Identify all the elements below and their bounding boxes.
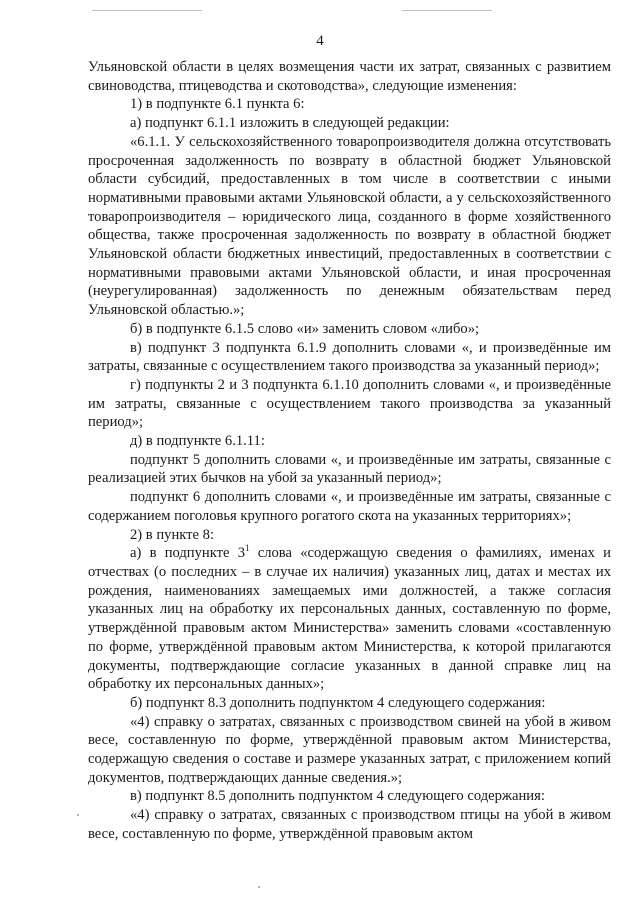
- paragraph: а) подпункт 6.1.1 изложить в следующей редакции:: [130, 115, 450, 132]
- paragraph-lead: а) в подпункте 3: [130, 545, 246, 562]
- scan-artifact-dot: [77, 814, 79, 816]
- paragraph: подпункт 5 дополнить словами «, и произведённые им затраты, связанные с реализацией этих бычков на убой за указанный период»;: [88, 451, 611, 487]
- scan-artifact-top-left: [92, 10, 202, 11]
- paragraph: «4) справку о затратах, связанных с производством птицы на убой в живом весе, составленную по форме, утверждённой правовым актом: [88, 807, 611, 842]
- paragraph: б) подпункт 8.3 дополнить подпунктом 4 следующего содержания:: [130, 694, 546, 711]
- paragraph: «6.1.1. У сельскохозяйственного товаропроизводителя должна отсутствовать просроченная задолженность по возврату в областной бюджет Ульяновской области субсидий, предоставленных в том числе в соответствии с иными нормативными правовыми актами Ульяновской области, а у сельскохозяйственного товаропроизводителя – юридического лица, созданного в форме хозяйственного общества, также просроченная задолженность по возврату в областной бюджет Ульяновской области бюджетных инвестиций, предоставленных в соответствии с нормативными правовыми актами Ульяновской области, и иная просроченная (неурегулированная) задолженность по денежным обязательствам перед Ульяновской областью.»;: [88, 133, 611, 319]
- document-body: [88, 58, 611, 844]
- paragraph: «4) справку о затратах, связанных с производством свиней на убой в живом весе, составленную по форме, утверждённой правовым актом Министерства, содержащую сведения о составе и размере указанных затрат, с приложением копий документов, подтверждающих данные сведения.»;: [88, 713, 611, 786]
- paragraph: д) в подпункте 6.1.11:: [130, 433, 265, 450]
- paragraph: подпункт 6 дополнить словами «, и произведённые им затраты, связанные с содержанием поголовья крупного рогатого скота на указанных территориях»;: [88, 489, 611, 524]
- page-number: 4: [316, 33, 324, 49]
- paragraph: 1) в подпункте 6.1 пункта 6:: [130, 96, 305, 113]
- paragraph: г) подпункты 2 и 3 подпункта 6.1.10 дополнить словами «, и произведённые им затраты, связанные с осуществлением такого производства за указанный период»;: [88, 376, 611, 431]
- paragraph: 2) в пункте 8:: [130, 526, 215, 543]
- paragraph-rest: слова «содержащую сведения о фамилиях, именах и отчествах (о последних – в случае их наличия) указанных лиц, датах и местах их рождения, наименованиях замещаемых ими должностей, а также согласия указанных лиц на обработку их персональных данных, составленную по форме, утверждённой правовым актом Министерства» заменить словами «составленную по форме, утверждённой правовым актом Министерства, к которой прилагаются документы, подтверждающие согласие указанных в данной справке лиц на обработку их персональных данных»;: [88, 545, 611, 693]
- scan-artifact-dot: [258, 886, 260, 888]
- paragraph: Ульяновской области в целях возмещения части их затрат, связанных с развитием свиноводства, птицеводства и скотоводства», следующие изменения:: [88, 59, 611, 94]
- paragraph-with-superscript: [88, 544, 611, 694]
- paragraph: б) в подпункте 6.1.5 слово «и» заменить словом «либо»;: [130, 320, 480, 337]
- superscript: 1: [245, 543, 250, 554]
- scan-artifact-top-right: [402, 10, 492, 11]
- paragraph: в) подпункт 3 подпункта 6.1.9 дополнить словами «, и произведённые им затраты, связанные с осуществлением такого производства за указанный период»;: [88, 339, 611, 375]
- paragraph: в) подпункт 8.5 дополнить подпунктом 4 следующего содержания:: [130, 788, 545, 805]
